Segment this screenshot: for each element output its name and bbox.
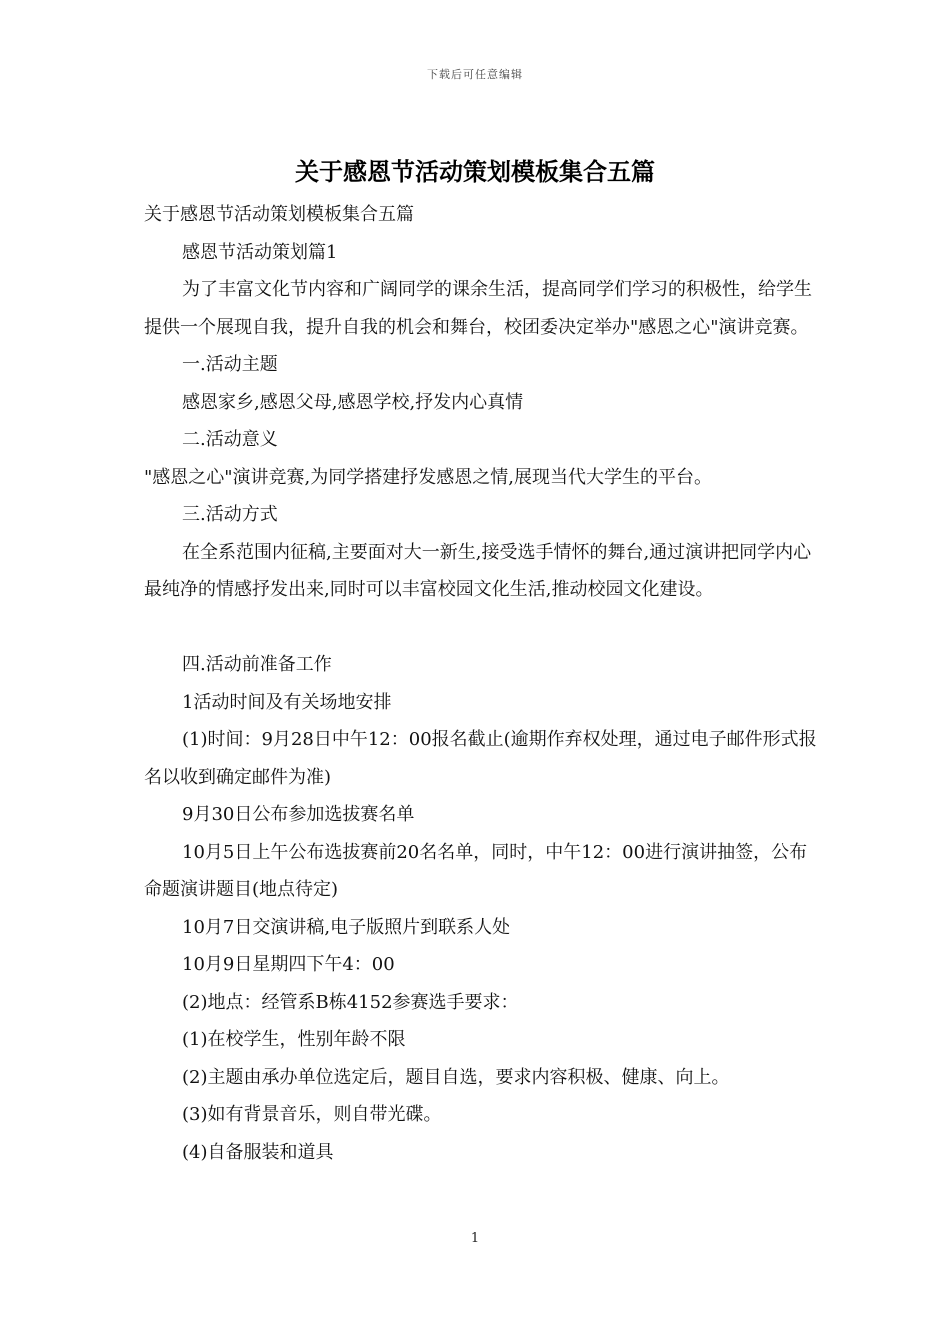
list-item: (4)自备服装和道具 [182,1141,334,1163]
body-paragraph: 为了丰富文化节内容和广阔同学的课余生活，提高同学们学习的积极性，给学生提供一个展现自我，提升自我的机会和舞台，校团委决定举办"感恩之心"演讲竞赛。 [144,279,812,338]
subtitle-line: 关于感恩节活动策划模板集合五篇 [144,204,414,225]
list-item: (3)如有背景音乐，则自带光碟。 [182,1104,442,1125]
section-heading: 感恩节活动策划篇1 [182,241,338,263]
body-paragraph: 10月7日交演讲稿,电子版照片到联系人处 [182,916,511,938]
document-title: 关于感恩节活动策划模板集合五篇 [295,158,655,186]
body-paragraph: (2)地点：经管系B栋4152参赛选手要求： [182,991,519,1013]
document-body [144,196,820,1171]
section-heading: 一.活动主题 [182,354,278,375]
header-note: 下载后可任意编辑 [427,68,523,81]
section-heading: 三.活动方式 [182,504,278,525]
body-paragraph: (1)时间：9月28日中午12：00报名截止(逾期作弃权处理，通过电子邮件形式报名以收到确定邮件为准) [144,729,817,788]
section-heading: 四.活动前准备工作 [182,654,332,675]
body-paragraph: "感恩之心"演讲竞赛,为同学搭建抒发感恩之情,展现当代大学生的平台。 [144,466,712,488]
page-number: 1 [470,1231,480,1246]
list-item: (1)在校学生，性别年龄不限 [182,1029,406,1050]
body-paragraph: 感恩家乡,感恩父母,感恩学校,抒发内心真情 [182,391,524,413]
list-item: (2)主题由承办单位选定后，题目自选，要求内容积极、健康、向上。 [182,1066,730,1088]
body-paragraph: 10月5日上午公布选拔赛前20名名单，同时，中午12：00进行演讲抽签，公布命题演讲题目(地点待定) [144,841,808,900]
section-heading: 二.活动意义 [182,429,278,450]
body-paragraph: 10月9日星期四下午4：00 [182,954,395,975]
body-paragraph: 1活动时间及有关场地安排 [182,691,392,713]
body-paragraph: 9月30日公布参加选拔赛名单 [182,804,415,825]
paragraph-spacer [144,609,820,647]
body-paragraph: 在全系范围内征稿,主要面对大一新生,接受选手情怀的舞台,通过演讲把同学内心最纯净的情感抒发出来,同时可以丰富校园文化生活,推动校园文化建设。 [144,541,812,600]
